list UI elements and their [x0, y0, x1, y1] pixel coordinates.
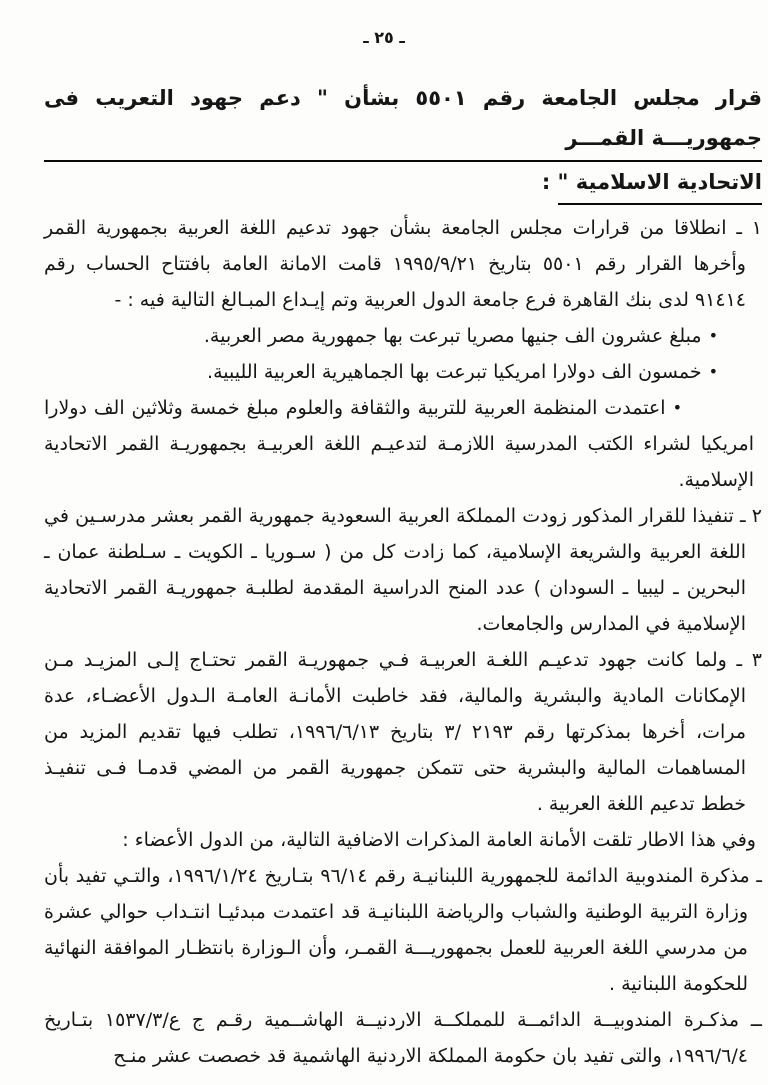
- page-number: ـ ٢٥ ـ: [363, 28, 405, 47]
- list-item: [44, 318, 762, 354]
- memo-intro: وفي هذا الاطار تلقت الأمانة العامة المذكرات الاضافية التالية، من الدول الأعضاء :: [122, 829, 756, 851]
- paragraph-2: ٢ ـ تنفيذا للقرار المذكور زودت المملكة العربية السعودية جمهورية القمر بعشر مدرسـين في اللغة العربية والشريعة الإسلامية، كما زادت كل من ( سـوريا ـ الكويت ـ سـلطنة عمان ـ البحرين ـ ليبيا ـ السودان ) عدد المنح الدراسية المقدمة لطلبـة جمهوريـة القمر الاتحادية الإسلامية في المدارس والجامعات.: [44, 505, 762, 635]
- bullet-icon: •: [708, 326, 718, 345]
- list-item-text: خمسون الف دولارا امريكيا تبرعت بها الجماهيرية العربية الليبية.: [207, 361, 702, 383]
- bullet-icon: •: [708, 362, 718, 381]
- document-body: [44, 210, 762, 1074]
- paragraph-1: ١ ـ انطلاقا من قرارات مجلس الجامعة بشأن جهود تدعيم اللغة العربية بجمهورية القمر وأخرها القرار رقم ٥٥٠١ بتاريخ ١٩٩٥/٩/٢١ قامت الامانة العامة بافتتاح الحساب رقم ٩١٤١٤ لدى بنك القاهرة فرع جامعة الدول العربية وتم إيـداع المبـالغ التالية فيه : -: [44, 217, 762, 311]
- document-title: [44, 78, 762, 205]
- title-line-2-suffix: :: [541, 170, 558, 194]
- list-item-text: مبلغ عشرون الف جنيها مصريا تبرعت بها جمهورية مصر العربية.: [203, 325, 702, 347]
- paragraph-3: ٣ ـ ولما كانت جهود تدعيـم اللغـة العربيـة فـي جمهوريـة القمر تحتـاج إلـى المزيـد مـن الإمكانات المادية والبشرية والمالية، فقد خاطبت الأمانـة العامـة الـدول الأعضـاء، عدة مرات، أخرها بمذكرتها رقم ٢١٩٣ /٣ بتاريخ ١٩٩٦/٦/١٣، تطلب فيها تقديم المزيد من المساهمات المالية والبشرية حتى تتمكن جمهورية القمر من المضي قدمـا فـى تنفيـذ خطط تدعيم اللغة العربية .: [44, 649, 762, 815]
- title-line-2-underlined: الاتحادية الاسلامية ": [558, 162, 762, 205]
- list-item: [44, 390, 762, 498]
- list-item-text: اعتمدت المنظمة العربية للتربية والثقافة والعلوم مبلغ خمسة وثلاثين الف دولارا امريكيا لشراء الكتب المدرسية اللازمـة لتدعيـم اللغة العربيـة بجمهوريـة القمر الاتحادية الإسلامية.: [44, 397, 754, 491]
- memo-jordan: ــ مذكـرة المندوبيــة الدائمــة للمملكــة الاردنيــة الهاشــمية رقـم ج ع/١٥٣٧/٣ بتـاريخ ١٩٩٦/٦/٤، والتى تفيد بان حكومة المملكة الاردنية الهاشمية قد خصصت عشر منـح: [44, 1009, 762, 1067]
- page-content: [0, 78, 768, 1074]
- bullet-icon: •: [672, 398, 682, 417]
- memo-lebanon: ـ مذكرة المندوبية الدائمة للجمهورية اللبنانيـة رقم ٩٦/١٤ بتـاريخ ١٩٩٦/١/٢٤، والتـي تفيد بأن وزارة التربية الوطنية والشباب والرياضة اللبنانيـة قد اعتمدت مبدئيـا انتـداب حوالي عشرة من مدرسي اللغة العربية للعمل بجمهوريـــة القمـر، وأن الـوزارة بانتظـار الموافقة النهائية للحكومة اللبنانية .: [44, 865, 762, 995]
- title-line-2: [44, 162, 762, 205]
- title-line-1: قرار مجلس الجامعة رقم ٥٥٠١ بشأن " دعم جهود التعريب فى جمهوريـــة القمـــر: [44, 78, 762, 162]
- list-item: [44, 354, 762, 390]
